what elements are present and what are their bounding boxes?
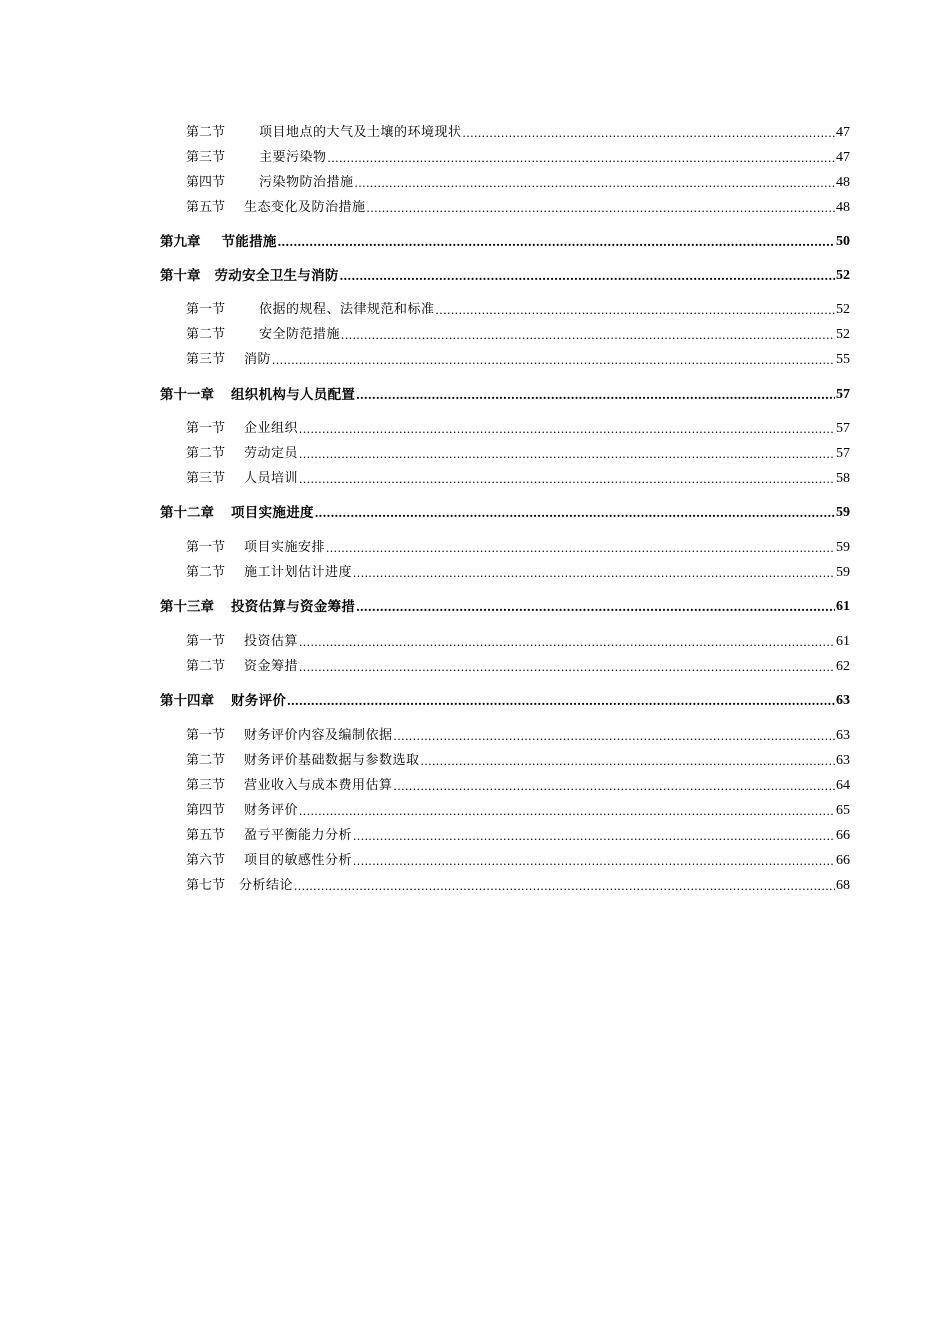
toc-entry-title: 项目的敏感性分析 bbox=[244, 853, 353, 868]
toc-entry-number: 第三节 bbox=[186, 150, 226, 165]
toc-entry-number: 第十一章 bbox=[160, 387, 214, 403]
toc-entry-number: 第三节 bbox=[186, 352, 226, 367]
toc-entry-title: 安全防范措施 bbox=[259, 327, 341, 342]
toc-entry-number: 第二节 bbox=[186, 753, 226, 768]
toc-entry-title: 劳动安全卫生与消防 bbox=[214, 268, 339, 284]
toc-entry-number: 第六节 bbox=[186, 853, 226, 868]
dot-leader bbox=[463, 124, 835, 142]
dot-leader bbox=[356, 598, 835, 616]
dot-leader bbox=[355, 174, 835, 192]
toc-entry-number: 第一节 bbox=[186, 302, 226, 317]
toc-entry-number: 第十二章 bbox=[160, 505, 214, 521]
toc-entry-number: 第三节 bbox=[186, 471, 226, 486]
toc-section-entry[interactable] bbox=[186, 748, 850, 770]
dot-leader bbox=[294, 877, 835, 895]
toc-entry-page-number: 66 bbox=[836, 853, 850, 868]
toc-entry-page-number: 52 bbox=[836, 327, 850, 342]
toc-entry-page-number: 47 bbox=[836, 125, 850, 140]
dot-leader bbox=[353, 852, 835, 870]
toc-entry-number: 第二节 bbox=[186, 659, 226, 674]
toc-chapter-entry[interactable] bbox=[160, 263, 850, 285]
toc-entry-number: 第二节 bbox=[186, 327, 226, 342]
toc-entry-title: 项目地点的大气及土壤的环境现状 bbox=[259, 125, 462, 140]
dot-leader bbox=[299, 633, 835, 651]
toc-entry-title: 盈亏平衡能力分析 bbox=[244, 828, 353, 843]
toc-entry-page-number: 57 bbox=[836, 387, 850, 402]
toc-entry-title: 消防 bbox=[244, 352, 272, 367]
toc-entry-title: 财务评价 bbox=[231, 693, 287, 709]
toc-entry-page-number: 59 bbox=[836, 565, 850, 580]
toc-section-entry[interactable] bbox=[186, 297, 850, 319]
dot-leader bbox=[421, 752, 835, 770]
toc-entry-number: 第十四章 bbox=[160, 693, 214, 709]
toc-entry-page-number: 55 bbox=[836, 352, 850, 367]
toc-entry-number: 第十章 bbox=[160, 268, 201, 284]
dot-leader bbox=[328, 149, 835, 167]
toc-entry-title: 依据的规程、法律规范和标准 bbox=[259, 302, 435, 317]
toc-entry-title: 分析结论 bbox=[239, 878, 294, 893]
toc-entry-page-number: 52 bbox=[836, 302, 850, 317]
dot-leader bbox=[299, 470, 835, 488]
dot-leader bbox=[315, 504, 835, 522]
toc-section-entry[interactable] bbox=[186, 798, 850, 820]
toc-entry-number: 第一节 bbox=[186, 421, 226, 436]
toc-entry-page-number: 62 bbox=[836, 659, 850, 674]
toc-section-entry[interactable] bbox=[186, 170, 850, 192]
dot-leader bbox=[299, 445, 835, 463]
toc-entry-title: 人员培训 bbox=[244, 471, 299, 486]
toc-chapter-entry[interactable] bbox=[160, 229, 850, 251]
toc-section-entry[interactable] bbox=[186, 195, 850, 217]
toc-entry-page-number: 63 bbox=[836, 728, 850, 743]
toc-entry-title: 项目实施进度 bbox=[231, 505, 314, 521]
toc-entry-page-number: 57 bbox=[836, 446, 850, 461]
toc-entry-number: 第五节 bbox=[186, 828, 226, 843]
toc-entry-page-number: 58 bbox=[836, 471, 850, 486]
toc-entry-title: 劳动定员 bbox=[244, 446, 299, 461]
toc-chapter-entry[interactable] bbox=[160, 500, 850, 522]
toc-entry-title: 企业组织 bbox=[244, 421, 299, 436]
toc-entry-page-number: 66 bbox=[836, 828, 850, 843]
toc-entry-number: 第四节 bbox=[186, 175, 226, 190]
toc-entry-number: 第二节 bbox=[186, 125, 226, 140]
toc-entry-title: 施工计划估计进度 bbox=[244, 565, 353, 580]
dot-leader bbox=[394, 777, 835, 795]
dot-leader bbox=[287, 692, 835, 710]
toc-chapter-entry[interactable] bbox=[160, 688, 850, 710]
toc-entry-title: 主要污染物 bbox=[259, 150, 327, 165]
toc-entry-title: 财务评价 bbox=[244, 803, 299, 818]
toc-entry-title: 投资估算 bbox=[244, 634, 299, 649]
toc-section-entry[interactable] bbox=[186, 441, 850, 463]
toc-entry-page-number: 52 bbox=[836, 268, 850, 283]
toc-entry-page-number: 63 bbox=[836, 753, 850, 768]
dot-leader bbox=[299, 420, 835, 438]
toc-entry-page-number: 68 bbox=[836, 878, 850, 893]
toc-section-entry[interactable] bbox=[186, 773, 850, 795]
toc-section-entry[interactable] bbox=[186, 145, 850, 167]
toc-entry-number: 第九章 bbox=[160, 234, 201, 250]
toc-entry-number: 第一节 bbox=[186, 728, 226, 743]
dot-leader bbox=[394, 727, 835, 745]
toc-entry-number: 第三节 bbox=[186, 778, 226, 793]
toc-section-entry[interactable] bbox=[186, 823, 850, 845]
toc-entry-page-number: 59 bbox=[836, 540, 850, 555]
dot-leader bbox=[356, 386, 835, 404]
toc-section-entry[interactable] bbox=[186, 848, 850, 870]
toc-chapter-entry[interactable] bbox=[160, 382, 850, 404]
toc-entry-page-number: 50 bbox=[836, 234, 850, 249]
dot-leader bbox=[340, 267, 835, 285]
dot-leader bbox=[353, 564, 835, 582]
toc-entry-title: 财务评价基础数据与参数选取 bbox=[244, 753, 420, 768]
toc-section-entry[interactable] bbox=[186, 873, 850, 895]
toc-entry-number: 第二节 bbox=[186, 565, 226, 580]
toc-entry-number: 第五节 bbox=[186, 200, 226, 215]
toc-chapter-entry[interactable] bbox=[160, 594, 850, 616]
toc-entry-title: 节能措施 bbox=[221, 234, 277, 250]
toc-section-entry[interactable] bbox=[186, 120, 850, 142]
toc-entry-number: 第十三章 bbox=[160, 599, 214, 615]
toc-entry-page-number: 61 bbox=[836, 634, 850, 649]
dot-leader bbox=[353, 827, 835, 845]
toc-entry-title: 组织机构与人员配置 bbox=[231, 387, 356, 403]
toc-entry-page-number: 48 bbox=[836, 175, 850, 190]
toc-entry-page-number: 48 bbox=[836, 200, 850, 215]
toc-section-entry[interactable] bbox=[186, 629, 850, 651]
toc-entry-page-number: 61 bbox=[836, 599, 850, 614]
toc-entry-title: 项目实施安排 bbox=[244, 540, 326, 555]
toc-entry-page-number: 63 bbox=[836, 693, 850, 708]
dot-leader bbox=[326, 539, 835, 557]
toc-section-entry[interactable] bbox=[186, 416, 850, 438]
toc-section-entry[interactable] bbox=[186, 535, 850, 557]
toc-entry-page-number: 57 bbox=[836, 421, 850, 436]
toc-entry-number: 第一节 bbox=[186, 634, 226, 649]
toc-entry-title: 营业收入与成本费用估算 bbox=[244, 778, 393, 793]
toc-entry-title: 财务评价内容及编制依据 bbox=[244, 728, 393, 743]
toc-section-entry[interactable] bbox=[186, 723, 850, 745]
toc-section-entry[interactable] bbox=[186, 322, 850, 344]
dot-leader bbox=[367, 199, 835, 217]
dot-leader bbox=[278, 233, 835, 251]
toc-entry-number: 第一节 bbox=[186, 540, 226, 555]
toc-entry-title: 生态变化及防治措施 bbox=[244, 200, 366, 215]
dot-leader bbox=[436, 301, 835, 319]
toc-entry-number: 第七节 bbox=[186, 878, 226, 893]
toc-section-entry[interactable] bbox=[186, 347, 850, 369]
toc-entry-title: 投资估算与资金筹措 bbox=[231, 599, 356, 615]
toc-entry-number: 第四节 bbox=[186, 803, 226, 818]
toc-entry-page-number: 65 bbox=[836, 803, 850, 818]
toc-section-entry[interactable] bbox=[186, 560, 850, 582]
dot-leader bbox=[299, 658, 835, 676]
toc-section-entry[interactable] bbox=[186, 654, 850, 676]
toc-entry-page-number: 59 bbox=[836, 505, 850, 520]
toc-section-entry[interactable] bbox=[186, 466, 850, 488]
toc-entry-page-number: 47 bbox=[836, 150, 850, 165]
toc-entry-title: 资金筹措 bbox=[244, 659, 299, 674]
toc-entry-page-number: 64 bbox=[836, 778, 850, 793]
toc-entry-number: 第二节 bbox=[186, 446, 226, 461]
dot-leader bbox=[341, 326, 835, 344]
toc-entry-title: 污染物防治措施 bbox=[259, 175, 354, 190]
dot-leader bbox=[272, 351, 835, 369]
dot-leader bbox=[299, 802, 835, 820]
